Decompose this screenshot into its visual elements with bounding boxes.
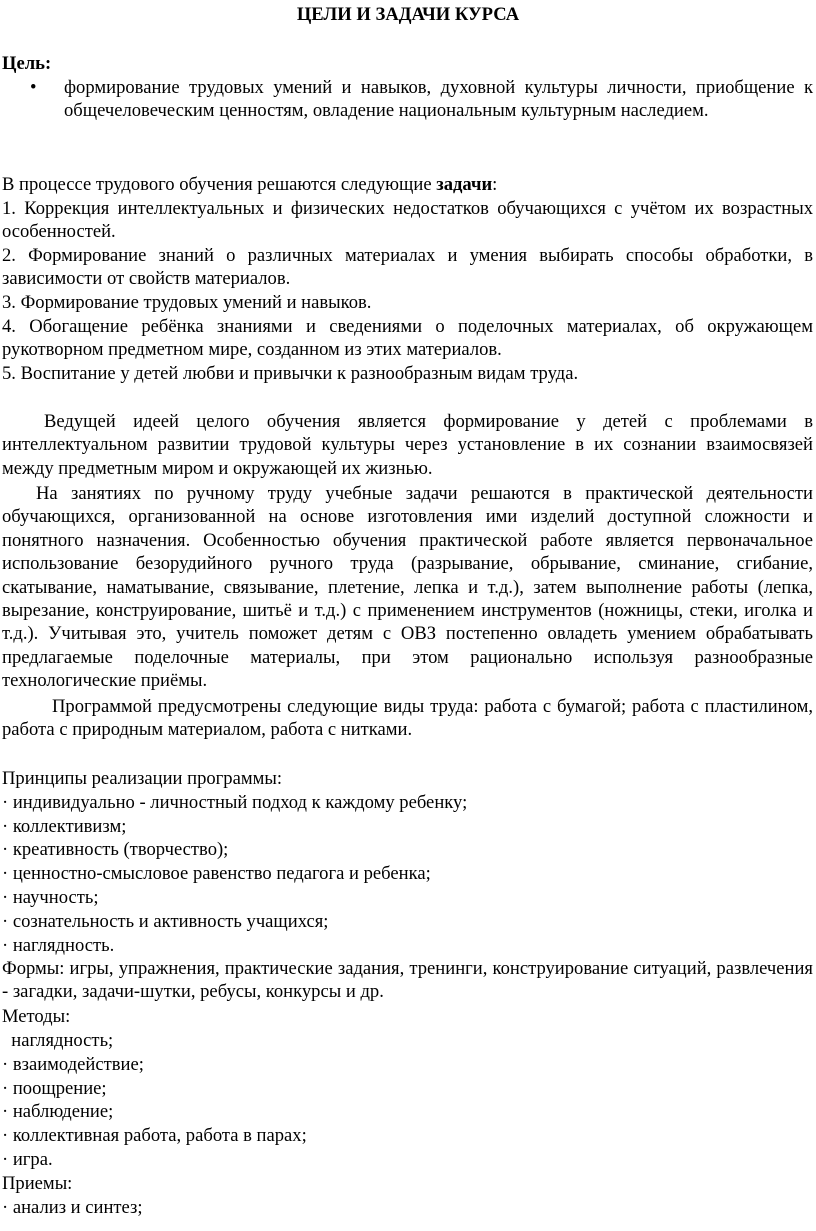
- paragraph-main-idea: Ведущей идеей целого обучения является формирование у детей с проблемами в интеллектуальном развитии трудовой культуры через установление в их сознании взаимосвязей между предметным миром и окружающей их жизнью.: [2, 411, 813, 479]
- techniques-heading: Приемы:: [2, 1173, 73, 1194]
- goal-text: формирование трудовых умений и навыков, духовной культуры личности, приобщение к общечеловеческим ценностям, овладение национальным культурным наследием.: [64, 77, 813, 122]
- method-item: · наблюдение;: [2, 1101, 114, 1122]
- paragraph-work-types: Программой предусмотрены следующие виды труда: работа с бумагой; работа с пластилином, работа с природным материалом, работа с нитками.: [2, 696, 813, 741]
- principle-item: · наглядность.: [2, 935, 115, 956]
- task-item-2: 2. Формирование знаний о различных материалах и умения выбирать способы обработки, в зависимости от свойств материалов.: [2, 245, 813, 290]
- method-item: · коллективная работа, работа в парах;: [2, 1125, 307, 1146]
- goal-heading: Цель:: [2, 53, 52, 74]
- methods-heading: Методы:: [2, 1006, 71, 1027]
- principles-heading: Принципы реализации программы:: [2, 768, 283, 789]
- tasks-intro-bold: задачи: [436, 174, 493, 195]
- principle-item: · ценностно-смысловое равенство педагога и ребенка;: [2, 863, 431, 884]
- principle-item: · индивидуально - личностный подход к каждому ребенку;: [2, 792, 468, 813]
- method-item: · поощрение;: [2, 1078, 107, 1099]
- principle-item: · коллективизм;: [2, 816, 127, 837]
- task-item-1: 1. Коррекция интеллектуальных и физических недостатков обучающихся с учётом их возрастных особенностей.: [2, 198, 813, 243]
- paragraph-lessons: На занятиях по ручному труду учебные задачи решаются в практической деятельности обучающихся, организованной на основе изготовления ими изделий доступной сложности и понятного назначения. Особенностью обучения практической работе является первоначальное использование безорудийного ручного труда (разрывание, обрывание, сминание, сгибание, скатывание, наматывание, связывание, плетение, лепка и т.д.), затем выполнение работы (лепка, вырезание, конструирование, шитьё и т.д.) с применением инструментов (ножницы, стеки, иголка и т.д.). Учитывая это, учитель поможет детям с ОВЗ постепенно овладеть умением обрабатывать предлагаемые поделочные материалы, при этом рационально используя разнообразные технологические приёмы.: [2, 483, 813, 692]
- task-item-5: 5. Воспитание у детей любви и привычки к разнообразным видам труда.: [2, 363, 579, 384]
- bullet-icon: •: [30, 77, 37, 98]
- forms-text: Формы: игры, упражнения, практические задания, тренинги, конструирование ситуаций, развлечения - загадки, задачи-шутки, ребусы, конкурсы и др.: [2, 958, 813, 1003]
- tasks-intro-colon: :: [492, 174, 498, 195]
- principle-item: · сознательность и активность учащихся;: [2, 911, 329, 932]
- task-item-4: 4. Обогащение ребёнка знаниями и сведениями о поделочных материалах, об окружающем рукотворном предметном мире, созданном из этих материалов.: [2, 316, 813, 361]
- technique-item: · анализ и синтез;: [2, 1197, 143, 1218]
- principle-item: · научность;: [2, 887, 99, 908]
- method-item: наглядность;: [2, 1030, 114, 1051]
- method-item: · игра.: [2, 1149, 53, 1170]
- task-item-3: 3. Формирование трудовых умений и навыков.: [2, 292, 372, 313]
- tasks-intro-text: В процессе трудового обучения решаются следующие: [2, 174, 437, 195]
- method-item: · взаимодействие;: [2, 1054, 144, 1075]
- page-title: ЦЕЛИ И ЗАДАЧИ КУРСА: [296, 4, 520, 25]
- principle-item: · креативность (творчество);: [2, 839, 229, 860]
- tasks-intro: [2, 173, 497, 196]
